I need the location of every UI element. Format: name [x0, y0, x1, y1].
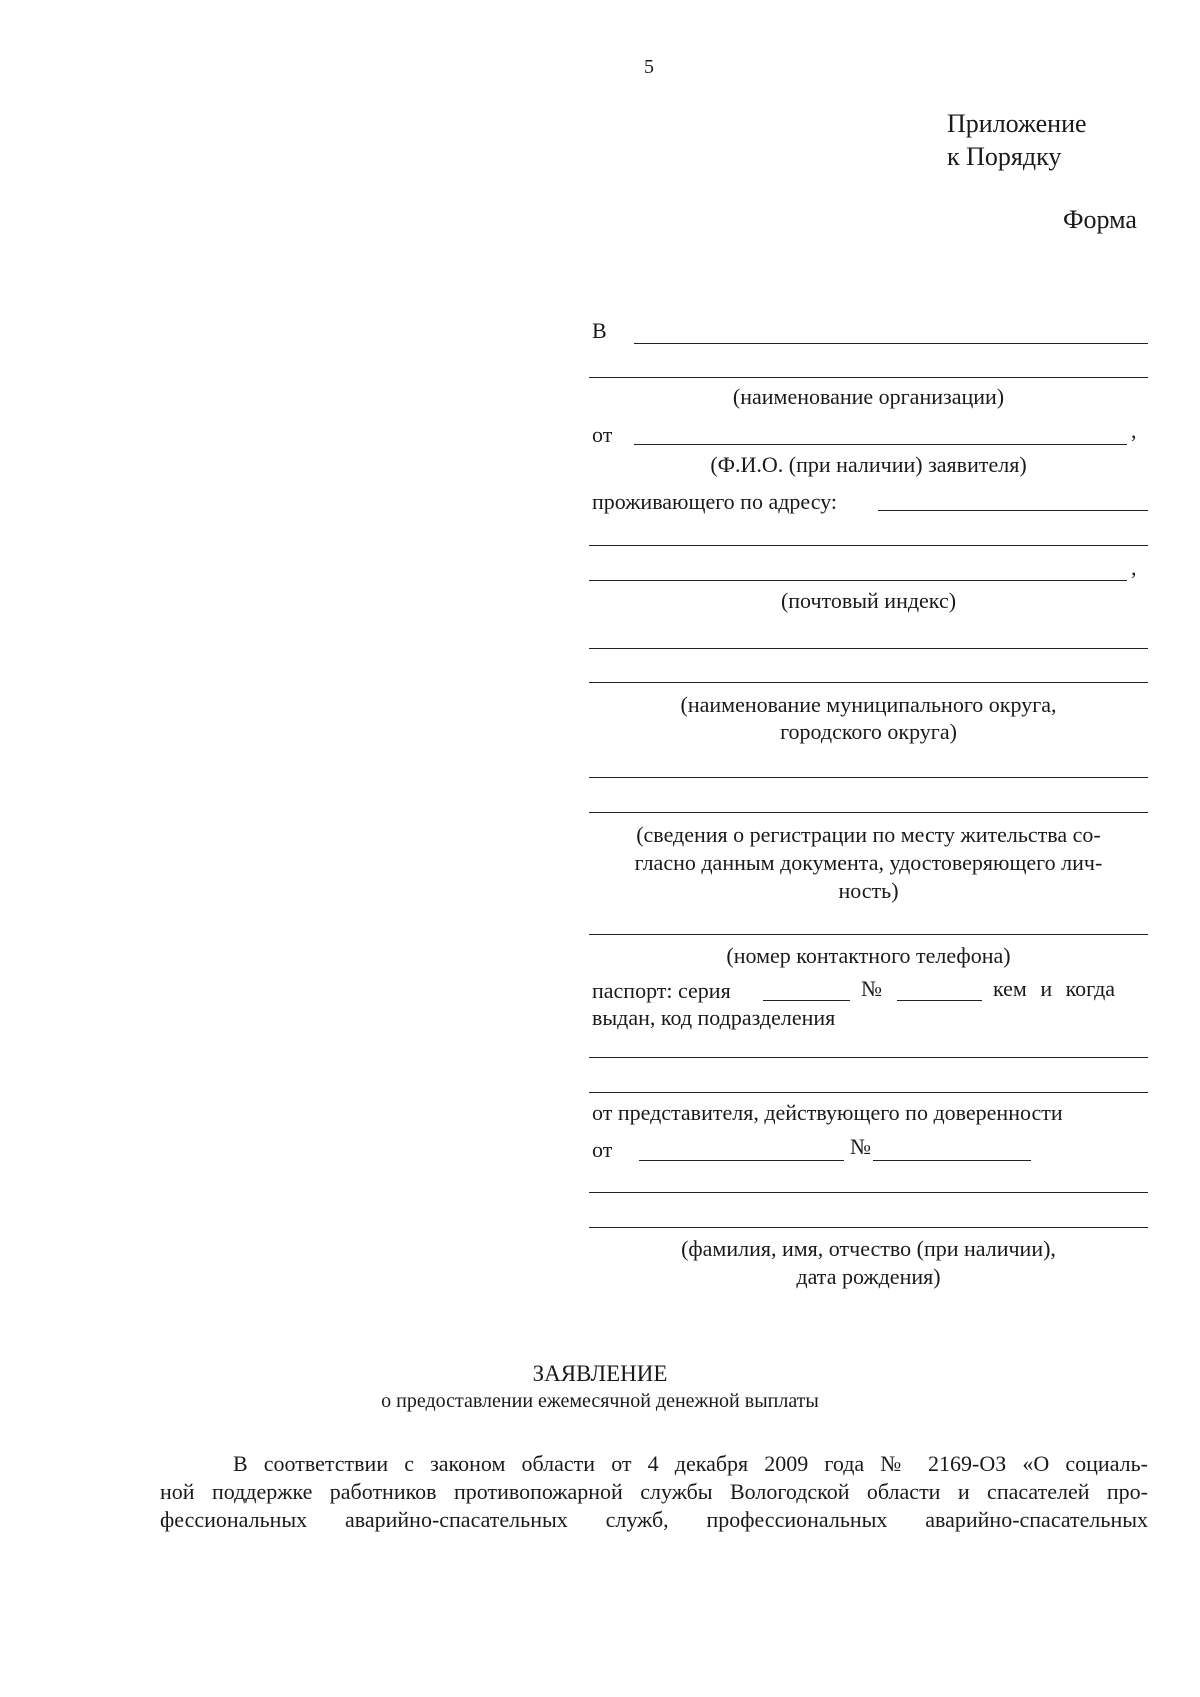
address-line-2[interactable] [589, 545, 1148, 546]
poa-number-line[interactable] [873, 1160, 1031, 1161]
passport-number-line[interactable] [897, 1000, 982, 1001]
passport-issuer-line-2[interactable] [589, 1092, 1148, 1093]
passport-issued-label: кем и когда [993, 976, 1116, 1001]
comma: , [1131, 418, 1137, 443]
form-label: Форма [1063, 205, 1137, 234]
representative-line-1[interactable] [589, 1192, 1148, 1193]
registration-line-1[interactable] [589, 777, 1148, 778]
representative-caption-2: дата рождения) [796, 1264, 941, 1289]
statement-body-line-3: фессиональных аварийно-спасательных служб, профессиональных аварийно-спасательных [160, 1507, 1148, 1532]
organization-line-1[interactable] [634, 343, 1148, 344]
organization-line-2[interactable] [589, 377, 1148, 378]
appendix-title: Приложение [947, 109, 1087, 138]
poa-number-label: № [850, 1134, 871, 1159]
representative-label: от представителя, действующего по доверенности [592, 1100, 1063, 1125]
statement-subtitle: о предоставлении ежемесячной денежной выплаты [381, 1390, 819, 1412]
representative-line-2[interactable] [589, 1227, 1148, 1228]
to-prefix: В [592, 318, 607, 343]
postal-code-caption: (почтовый индекс) [780, 588, 957, 613]
passport-series-line[interactable] [763, 1000, 850, 1001]
registration-caption-1: (сведения о регистрации по месту жительства со- [636, 822, 1101, 847]
district-caption-2: городского округа) [780, 719, 957, 744]
phone-caption: (номер контактного телефона) [726, 943, 1011, 968]
address-line-3[interactable] [589, 580, 1127, 581]
applicant-fio-caption: (Ф.И.О. (при наличии) заявителя) [710, 452, 1027, 477]
poa-from-label: от [592, 1137, 613, 1162]
passport-department-label: выдан, код подразделения [592, 1005, 836, 1030]
appendix-subtitle: к Порядку [947, 142, 1062, 171]
district-caption-1: (наименование муниципального округа, [680, 692, 1057, 717]
statement-body-line-2: ной поддержке работников противопожарной службы Вологодской области и спасателей про- [160, 1479, 1148, 1504]
district-line-1[interactable] [589, 648, 1148, 649]
registration-caption-3: ность) [838, 878, 899, 903]
registration-line-2[interactable] [589, 812, 1148, 813]
representative-caption-1: (фамилия, имя, отчество (при наличии), [681, 1236, 1056, 1261]
statement-body-line-1: В соответствии с законом области от 4 декабря 2009 года № 2169-ОЗ «О социаль- [233, 1451, 1148, 1476]
registration-caption-2: гласно данным документа, удостоверяющего лич- [634, 850, 1103, 875]
applicant-fio-line[interactable] [634, 444, 1127, 445]
poa-date-line[interactable] [639, 1160, 844, 1161]
passport-issuer-line-1[interactable] [589, 1057, 1148, 1058]
passport-series-label: паспорт: серия [592, 978, 731, 1003]
district-line-2[interactable] [589, 682, 1148, 683]
passport-number-label: № [861, 976, 882, 1001]
address-line-1[interactable] [878, 510, 1148, 511]
comma: , [1131, 555, 1137, 580]
statement-title: ЗАЯВЛЕНИЕ [532, 1361, 668, 1386]
from-prefix: от [592, 422, 613, 447]
address-label: проживающего по адресу: [592, 489, 838, 514]
phone-line[interactable] [589, 934, 1148, 935]
page-number: 5 [644, 56, 654, 78]
organization-caption: (наименование организации) [732, 384, 1005, 409]
